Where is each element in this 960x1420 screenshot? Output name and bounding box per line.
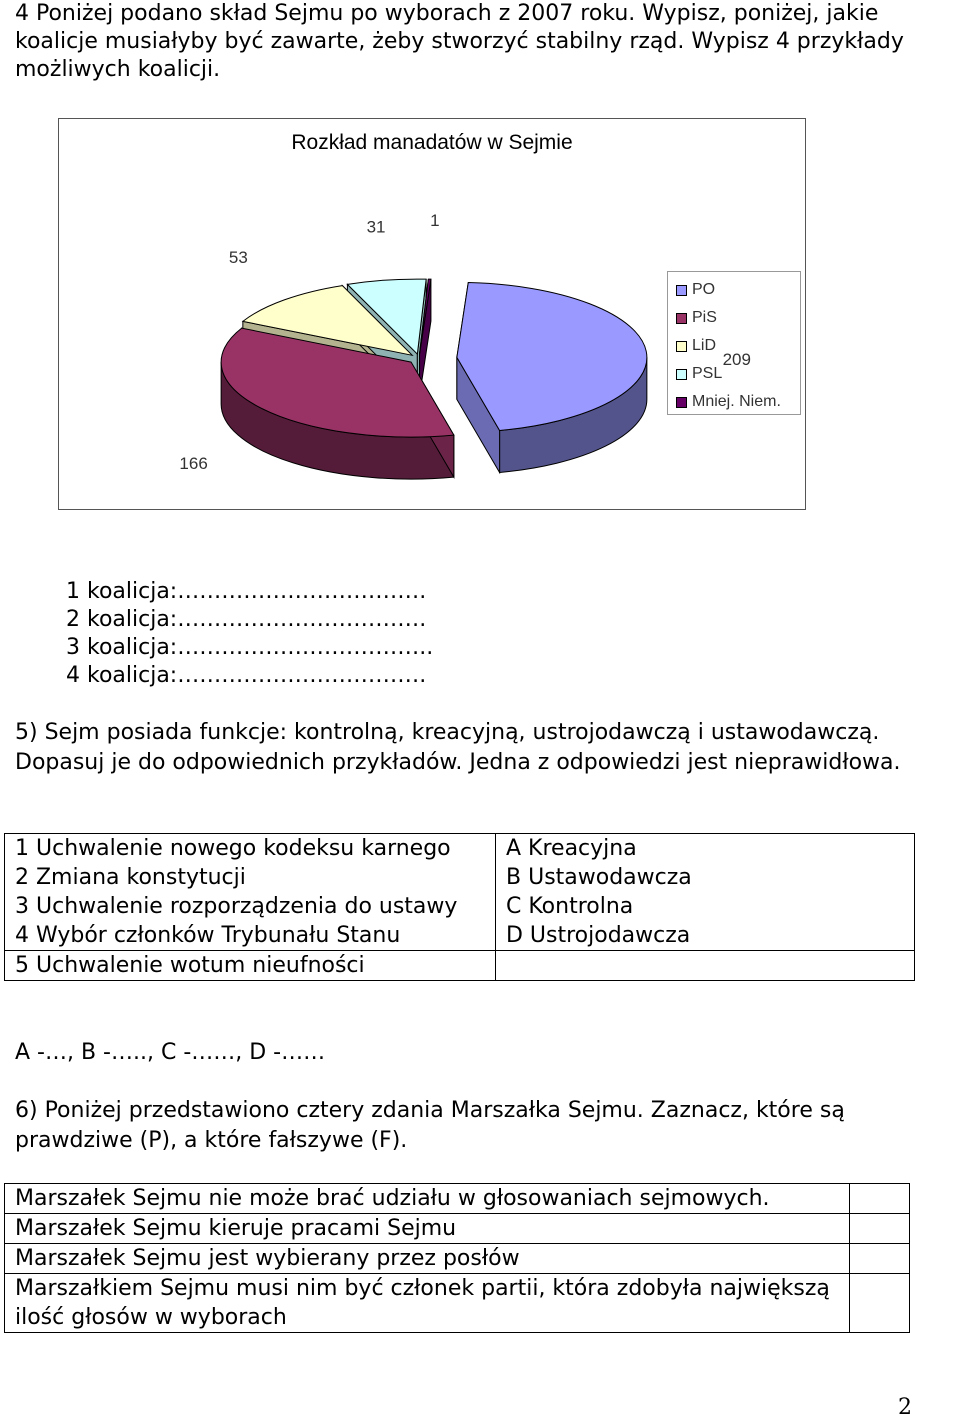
legend-swatch xyxy=(676,313,687,324)
legend-swatch xyxy=(676,397,687,408)
example-cell: 2 Zmiana konstytucji xyxy=(5,863,496,892)
function-cell: B Ustawodawcza xyxy=(496,863,915,892)
table-row xyxy=(5,1214,910,1244)
question-4-text: 4 Poniżej podano skład Sejmu po wyborach z 2007 roku. Wypisz, poniżej, jakie koalicje musiałyby być zawarte, żeby stworzyć stabilny rząd. Wypisz 4 przykłady możliwych koalicji. xyxy=(15,1,904,82)
legend-swatch xyxy=(676,285,687,296)
coalition-line-3: 3 koalicja:…………………………….. xyxy=(66,635,434,660)
legend-label: PSL xyxy=(692,365,723,382)
chart-title: Rozkład manadatów w Sejmie xyxy=(291,131,573,154)
answer-cell[interactable] xyxy=(850,1244,910,1274)
legend-item xyxy=(676,332,800,360)
statement-cell: Marszałek Sejmu jest wybierany przez posłów xyxy=(5,1244,850,1274)
statement-cell: Marszałek Sejmu nie może brać udziału w głosowaniach sejmowych. xyxy=(5,1184,850,1214)
matching-table xyxy=(4,833,915,981)
table-row xyxy=(5,921,915,951)
question-6-text: 6) Poniżej przedstawiono cztery zdania Marszałka Sejmu. Zaznacz, które są prawdziwe (P), a które fałszywe (F). xyxy=(15,1098,845,1153)
legend-label: Mniej. Niem. xyxy=(692,393,781,410)
table-row xyxy=(5,834,915,864)
data-label: 53 xyxy=(228,248,248,268)
example-cell: 3 Uchwalenie rozporządzenia do ustawy xyxy=(5,892,496,921)
pie-chart xyxy=(58,118,806,510)
coalition-line-2: 2 koalicja:……………………………. xyxy=(66,607,427,632)
table-row xyxy=(5,951,915,981)
function-cell: C Kontrolna xyxy=(496,892,915,921)
table-row xyxy=(5,1244,910,1274)
example-cell: 1 Uchwalenie nowego kodeksu karnego xyxy=(5,834,496,864)
data-label: 31 xyxy=(366,217,386,237)
legend-label: LiD xyxy=(692,337,717,354)
legend-label: PO xyxy=(692,281,716,298)
answer-cell[interactable] xyxy=(850,1274,910,1333)
function-cell xyxy=(496,951,915,981)
legend-swatch xyxy=(676,341,687,352)
legend-item xyxy=(676,388,800,416)
coalition-line-1: 1 koalicja:……………………………. xyxy=(66,579,427,604)
example-cell: 4 Wybór członków Trybunału Stanu xyxy=(5,921,496,951)
answer-cell[interactable] xyxy=(850,1184,910,1214)
table-row xyxy=(5,1274,910,1333)
function-cell: A Kreacyjna xyxy=(496,834,915,864)
data-label: 1 xyxy=(430,211,440,231)
coalition-line-4: 4 koalicja:……………………………. xyxy=(66,663,427,688)
statement-cell: Marszałek Sejmu kieruje pracami Sejmu xyxy=(5,1214,850,1244)
legend-item xyxy=(676,360,800,388)
legend-item xyxy=(676,276,800,304)
table-row xyxy=(5,1184,910,1214)
legend-item xyxy=(676,304,800,332)
statement-cell: Marszałkiem Sejmu musi nim być członek partii, która zdobyła największą ilość głosów w wyborach xyxy=(5,1274,850,1333)
data-label: 209 xyxy=(722,350,751,370)
true-false-table xyxy=(4,1183,910,1333)
question-5-text: 5) Sejm posiada funkcje: kontrolną, kreacyjną, ustrojodawczą i ustawodawczą. Dopasuj je do odpowiednich przykładów. Jedna z odpowiedzi jest nieprawidłowa. xyxy=(15,720,901,775)
answer-cell[interactable] xyxy=(850,1214,910,1244)
example-cell: 5 Uchwalenie wotum nieufności xyxy=(5,951,496,981)
table-row xyxy=(5,892,915,921)
chart-legend xyxy=(667,271,801,415)
legend-swatch xyxy=(676,369,687,380)
answer-line: A -…, B -….., C -……, D -…… xyxy=(15,1040,326,1065)
page-number: 2 xyxy=(898,1395,912,1420)
table-row xyxy=(5,863,915,892)
legend-label: PiS xyxy=(692,309,717,326)
data-label: 166 xyxy=(179,454,208,474)
function-cell: D Ustrojodawcza xyxy=(496,921,915,951)
